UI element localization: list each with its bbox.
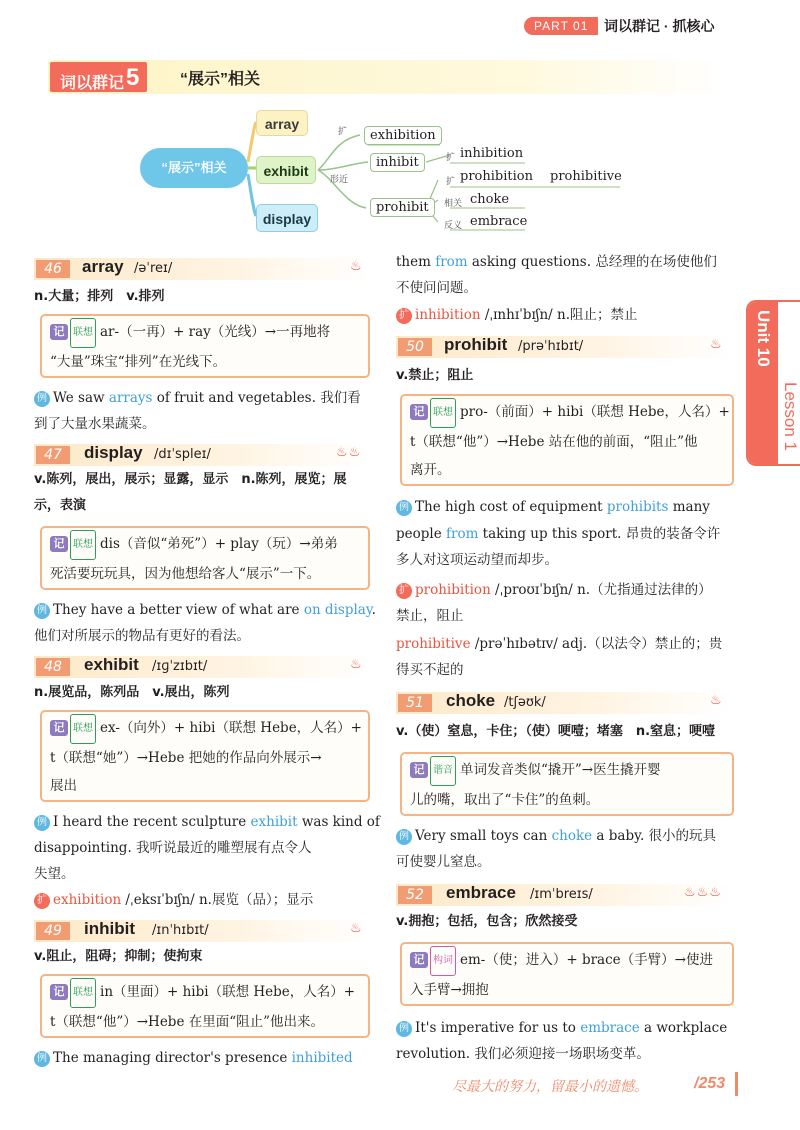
phonetic: /prəˈhɪbɪt/ bbox=[518, 339, 584, 354]
memo-line: 儿的嘴，取出了“卡住”的鱼刺。 bbox=[410, 792, 600, 808]
mindmap-leaf-prohibition: prohibition bbox=[460, 169, 533, 184]
lesson-label: Lesson 1 bbox=[781, 382, 800, 451]
mindmap-center: “展示”相关 bbox=[140, 148, 248, 188]
example-sentence: 例 We saw arrays of fruit and vegetables. 我们看 bbox=[34, 388, 361, 408]
mindmap-branch-array: array bbox=[256, 110, 308, 136]
headword-array: array bbox=[82, 257, 124, 276]
example-sentence: 例 The managing director's presence inhibited bbox=[34, 1048, 353, 1068]
headword-embrace: embrace bbox=[446, 883, 516, 902]
extension-icon: 扩 bbox=[34, 893, 50, 909]
memory-icon: 记 bbox=[410, 952, 428, 968]
frequency-flame-icon: ♨ bbox=[350, 259, 363, 274]
entry-number: 46 bbox=[36, 260, 70, 278]
memo-line: ar-（一再）+ ray（光线）→一再地将 bbox=[100, 324, 331, 340]
memo-tag: 联想 bbox=[430, 398, 456, 428]
example-translation: revolution. 我们必须迎接一场职场变革。 bbox=[396, 1046, 650, 1062]
memo-line: 入手臂→拥抱 bbox=[410, 982, 489, 998]
extension-icon: 扩 bbox=[396, 308, 412, 324]
headword-inhibit: inhibit bbox=[84, 919, 135, 938]
example-sentence: 例 I heard the recent sculpture exhibit was kind of bbox=[34, 812, 380, 832]
frequency-flame-icon: ♨ bbox=[350, 921, 363, 936]
part-of-speech: v.拥抱；包括，包含；欣然接受 bbox=[396, 914, 578, 929]
memo-line: 展出 bbox=[50, 778, 77, 794]
section-banner bbox=[48, 60, 728, 94]
memo-line: ex-（向外）+ hibi（联想 Hebe，人名）+ bbox=[100, 720, 362, 736]
extension-line-cont: 禁止，阻止 bbox=[396, 608, 464, 624]
headword-prohibit: prohibit bbox=[444, 335, 508, 354]
part-of-speech: v.陈列，展出，展示；显露，显示 n.陈列，展览；展 bbox=[34, 472, 347, 487]
example-icon: 例 bbox=[34, 815, 50, 831]
page-number: /253 bbox=[694, 1075, 726, 1092]
phonetic: /ɪɡˈzɪbɪt/ bbox=[152, 659, 208, 674]
entry-number: 52 bbox=[398, 886, 432, 904]
extension-icon: 扩 bbox=[396, 583, 412, 599]
memo-line: 单词发音类似“撬开”→医生撬开婴 bbox=[460, 762, 661, 778]
mindmap-label-ext: 扩 bbox=[338, 126, 348, 136]
chapter-title: 词以群记 · 抓核心 bbox=[604, 18, 715, 34]
frequency-flame-icon: ♨♨♨ bbox=[684, 885, 722, 900]
entry-number: 47 bbox=[36, 446, 70, 464]
memo-tag: 联想 bbox=[70, 530, 96, 560]
phonetic: /ɪmˈbreɪs/ bbox=[530, 887, 593, 902]
section-tag bbox=[50, 62, 147, 92]
memo-tag: 联想 bbox=[70, 978, 96, 1008]
memo-line: dis（音似“弟死”）+ play（玩）→弟弟 bbox=[100, 536, 338, 552]
mindmap-branch-display: display bbox=[256, 204, 318, 232]
phonetic: /dɪˈspleɪ/ bbox=[154, 447, 211, 462]
example-sentence: 例 The high cost of equipment prohibits many bbox=[396, 497, 710, 517]
mindmap-label-ext-3: 扩 bbox=[446, 176, 456, 186]
memo-box-inhibit bbox=[40, 974, 370, 1038]
memo-line: 死活要玩玩具，因为他想给客人“展示”一下。 bbox=[50, 566, 321, 582]
unit-side-tab bbox=[746, 300, 800, 466]
memo-line: 离开。 bbox=[410, 462, 451, 478]
mindmap-label-ext-2: 扩 bbox=[446, 152, 456, 162]
entry-number: 49 bbox=[36, 922, 70, 940]
extension-line: 扩 inhibition /ˌɪnhɪˈbɪʃn/ n.阻止；禁止 bbox=[396, 305, 638, 325]
memo-line: t（联想“她”）→Hebe 把她的作品向外展示→ bbox=[50, 750, 322, 766]
entry-number: 50 bbox=[398, 338, 432, 356]
extension-line-cont: 得买不起的 bbox=[396, 662, 464, 678]
memo-box-embrace bbox=[400, 942, 734, 1006]
memory-icon: 记 bbox=[50, 536, 68, 552]
phonetic: /tʃəʊk/ bbox=[504, 695, 546, 710]
part-of-speech: n.大量；排列 v.排列 bbox=[34, 289, 165, 304]
memo-box-exhibit bbox=[40, 710, 370, 802]
memory-icon: 记 bbox=[50, 324, 68, 340]
extension-line: 扩 prohibition /ˌproʊɪˈbɪʃn/ n.（尤指通过法律的） bbox=[396, 580, 712, 600]
memo-line: t（联想“他”）→Hebe 站在他的前面，“阻止”他 bbox=[410, 434, 698, 450]
memo-line: em-（使；进入）+ brace（手臂）→使进 bbox=[460, 952, 713, 968]
phonetic: /ɪnˈhɪbɪt/ bbox=[152, 923, 209, 938]
mindmap-branch-exhibit: exhibit bbox=[256, 156, 316, 184]
headword-display: display bbox=[84, 443, 143, 462]
example-sentence: 例 Very small toys can choke a baby. 很小的玩具 bbox=[396, 826, 716, 846]
unit-label: Unit 10 bbox=[754, 310, 773, 367]
memory-icon: 记 bbox=[50, 984, 68, 1000]
memo-tag: 联想 bbox=[70, 318, 96, 348]
headword-choke: choke bbox=[446, 691, 496, 710]
example-icon: 例 bbox=[396, 829, 412, 845]
example-icon: 例 bbox=[396, 1021, 412, 1037]
memory-icon: 记 bbox=[410, 762, 428, 778]
example-translation: 可使婴儿窒息。 bbox=[396, 854, 491, 870]
memo-box-array bbox=[40, 314, 370, 378]
footer-motto: 尽最大的努力，留最小的遗憾。 bbox=[452, 1079, 648, 1095]
example-translation: 不使问问题。 bbox=[396, 280, 477, 296]
memo-box-display bbox=[40, 526, 370, 590]
mindmap-leaf-prohibitive: prohibitive bbox=[550, 169, 622, 184]
section-title: “展示”相关 bbox=[180, 71, 261, 88]
example-translation: 他们对所展示的物品有更好的看法。 bbox=[34, 628, 250, 644]
memo-tag: 构词 bbox=[430, 946, 456, 976]
example-translation: 多人对这项运动望而却步。 bbox=[396, 552, 558, 568]
phonetic: /əˈreɪ/ bbox=[134, 261, 173, 276]
extension-line: prohibitive /prəˈhɪbətɪv/ adj.（以法令）禁止的；贵 bbox=[396, 636, 723, 652]
example-sentence-cont: people from taking up this sport. 昂贵的装备令许 bbox=[396, 526, 721, 542]
memory-icon: 记 bbox=[50, 720, 68, 736]
mindmap-label-rel: 相关 bbox=[444, 198, 463, 208]
part-of-speech: v.禁止；阻止 bbox=[396, 368, 474, 383]
part-of-speech: 示，表演 bbox=[34, 498, 87, 513]
example-icon: 例 bbox=[34, 391, 50, 407]
mindmap-leaf-exhibition: exhibition bbox=[364, 126, 442, 145]
frequency-flame-icon: ♨ bbox=[350, 657, 363, 672]
mindmap-leaf-inhibit: inhibit bbox=[370, 153, 425, 172]
part-of-speech: n.展览品，陈列品 v.展出，陈列 bbox=[34, 685, 230, 700]
mindmap-leaf-choke: choke bbox=[470, 192, 510, 207]
memo-box-choke bbox=[400, 752, 734, 816]
example-translation: 到了大量水果蔬菜。 bbox=[34, 416, 156, 432]
part-of-speech: v.（使）窒息，卡住；（使）哽噎；堵塞 n.窒息；哽噎 bbox=[396, 724, 716, 739]
example-sentence-cont: them from asking questions. 总经理的在场使他们 bbox=[396, 254, 717, 270]
frequency-flame-icon: ♨ bbox=[710, 337, 723, 352]
mindmap-label-syn: 形近 bbox=[330, 174, 349, 184]
memo-line: “大量”珠宝“排列”在光线下。 bbox=[50, 354, 227, 370]
entry-number: 48 bbox=[36, 658, 70, 676]
memo-line: in（里面）+ hibi（联想 Hebe，人名）+ bbox=[100, 984, 356, 1000]
frequency-flame-icon: ♨♨ bbox=[336, 445, 362, 460]
mindmap-leaf-inhibition: inhibition bbox=[460, 146, 524, 161]
entry-number: 51 bbox=[398, 694, 432, 712]
memo-box-prohibit bbox=[400, 394, 734, 486]
extension-line: 扩 exhibition /ˌeksɪˈbɪʃn/ n.展览（品）；显示 bbox=[34, 890, 313, 910]
example-sentence: 例 They have a better view of what are on display. bbox=[34, 600, 376, 620]
mindmap-label-ant: 反义 bbox=[444, 220, 463, 230]
part-tag: PART 01 bbox=[524, 17, 598, 35]
mindmap-leaf-embrace: embrace bbox=[470, 214, 528, 229]
example-icon: 例 bbox=[34, 1051, 50, 1067]
page-edge-bar bbox=[735, 1072, 738, 1096]
section-number: 5 bbox=[126, 64, 140, 91]
example-icon: 例 bbox=[396, 500, 412, 516]
frequency-flame-icon: ♨ bbox=[710, 693, 723, 708]
memory-icon: 记 bbox=[410, 404, 428, 420]
example-sentence-cont: disappointing. 我听说最近的雕塑展有点令人 bbox=[34, 840, 312, 856]
memo-line: pro-（前面）+ hibi（联想 Hebe，人名）+ bbox=[460, 404, 730, 420]
example-sentence: 例 It's imperative for us to embrace a workplace bbox=[396, 1018, 727, 1038]
example-sentence-cont: 失望。 bbox=[34, 866, 75, 882]
example-icon: 例 bbox=[34, 603, 50, 619]
memo-tag: 联想 bbox=[70, 714, 96, 744]
memo-tag: 谐音 bbox=[430, 756, 456, 786]
mindmap-leaf-prohibit: prohibit bbox=[370, 198, 435, 217]
headword-exhibit: exhibit bbox=[84, 655, 139, 674]
part-of-speech: v.阻止，阻碍；抑制；使拘束 bbox=[34, 949, 203, 964]
section-tag-label: 词以群记 bbox=[60, 75, 125, 92]
memo-line: t（联想“他”）→Hebe 在里面“阻止”他出来。 bbox=[50, 1014, 325, 1030]
